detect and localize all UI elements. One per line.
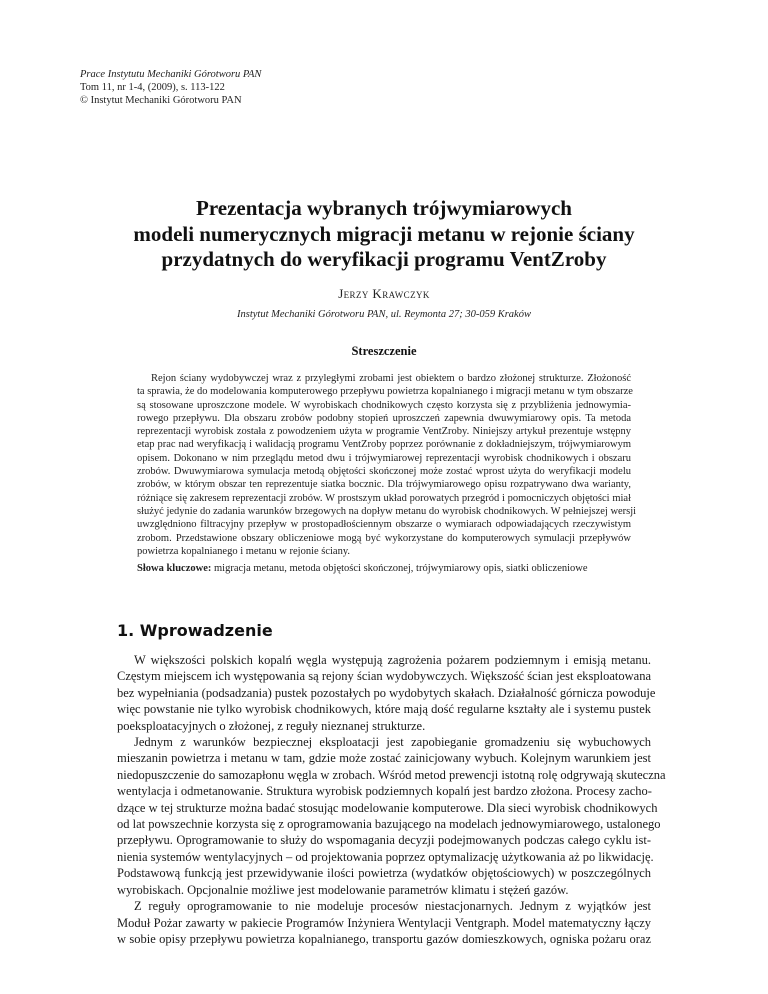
journal-volume: Tom 11, nr 1-4, (2009), s. 113-122 — [80, 82, 225, 93]
abstract-heading: Streszczenie — [351, 344, 417, 358]
abstract-line: uwzględniono filtracyjny przepływ w prostopadłościennym obszarze o wymiarach odpowiadających rzeczywistym — [137, 519, 631, 531]
keywords — [137, 563, 588, 574]
body-line: więc powstanie nie tylko wyrobisk chodnikowych, które mają dość regularne kształty ale i systemu pustek — [117, 702, 651, 717]
author-affiliation: Instytut Mechaniki Górotworu PAN, ul. Reymonta 27; 30-059 Kraków — [237, 309, 531, 320]
body-line: W większości polskich kopalń węgla występują zagrożenia pożarem podziemnym i emisją metanu. — [134, 653, 651, 667]
body-line: Jednym z warunków bezpiecznej eksploatacji jest zapobieganie gromadzeniu się wybuchowych — [134, 735, 651, 750]
title-line: modeli numerycznych migracji metanu w rejonie ściany — [133, 221, 635, 246]
abstract-line: są stosowane uproszczone modele. W wyrobiskach chodnikowych często korzysta się z przybliżenia jednowymia- — [137, 399, 631, 411]
body-line: poeksploatacyjnych o złożonej, z reguły nieznanej strukturze. — [117, 718, 426, 733]
abstract-body — [137, 372, 637, 558]
body-line: w sobie opisy przepływu powietrza kopalnianego, transportu gazów domieszkowych, ogniska pożaru oraz — [117, 931, 651, 946]
body-line: mieszanin powietrza i metanu w tam, gdzie może zostać zainicjowany wybuch. Kolejnym warunkiem jest — [117, 751, 651, 766]
author-name: Jerzy Krawczyk — [338, 286, 430, 301]
abstract-line: opisem. Dokonano w nim przeglądu metod dwu i trójwymiarowej reprezentacji wyrobisk chodnikowych i obszaru — [137, 452, 631, 464]
abstract-line: etap prac nad weryfikacją i walidacją programu VentZroby poprzez porównanie z dokładniejszym, trójwymiarowym — [137, 439, 631, 451]
keywords-label: Słowa kluczowe: — [137, 563, 212, 574]
abstract-line: służyć jedynie do zadania warunków brzegowych na dopływ metanu do wyrobisk chodnikowych. W pełniejszej wersji — [137, 505, 637, 517]
body-line: wentylacja i odmetanowanie. Struktura wyrobisk podziemnych kopalń jest bardzo złożona. Procesy zacho- — [117, 784, 652, 799]
title-line: Prezentacja wybranych trójwymiarowych — [196, 196, 572, 220]
abstract-line: różniące się zakresem reprezentacji zrobów. W prostszym układ porowatych przegród i pomocniczych objętości miał — [137, 492, 631, 504]
body-line: Podstawową funkcją jest przewidywanie ilości powietrza (wydatków objętościowych) w poszczególnych — [117, 866, 651, 881]
body-line: przepływu. Oprogramowanie to służy do wspomagania decyzji podejmowanych podczas całego cyklu ist- — [117, 833, 651, 848]
body-line: Moduł Pożar zawarty w pakiecie Programów Inżyniera Wentylacji Ventgraph. Model matematyczny łączy — [117, 915, 651, 930]
paper-title — [60, 196, 708, 273]
abstract-line: ta sprawia, że do modelowania komputerowego przepływu powietrza kopalnianego i migracji metanu w tym obszarze — [137, 386, 633, 398]
abstract-line: reprezentacji wyrobisk została z powodzeniem użyta w programie VentZroby. Niniejszy artykuł prezentuje wstępny — [137, 426, 631, 438]
body-line: wyrobiskach. Opcjonalnie możliwe jest modelowanie parametrów klimatu i stężeń gazów. — [117, 882, 569, 897]
abstract-line: Rejon ściany wydobywczej wraz z przyległymi zrobami jest obiektem o bardzo złożonej strukturze. Złożoność — [151, 373, 631, 384]
body-line: nienia systemów wentylacyjnych – od projektowania poprzez optymalizację użytkowania aż po likwidację. — [117, 849, 654, 864]
body-line: Z reguły oprogramowanie to nie modeluje procesów niestacjonarnych. Jednym z wyjątków jest — [134, 899, 651, 914]
journal-title: Prace Instytutu Mechaniki Górotworu PAN — [80, 69, 262, 80]
body-line: bez wypełniania (podsadzania) pustek pozostałych po wydobytych skałach. Działalność górnicza powoduje — [117, 685, 656, 700]
abstract-line: zrobów. Dwuwymiarowa symulacja metodą objętości skończonej może zostać wprost użyta do weryfikacji modelu — [137, 466, 631, 478]
section-heading: 1. Wprowadzenie — [117, 621, 273, 640]
body-line: od lat powszechnie korzysta się z oprogramowania bazującego na modelach jednowymiarowego, ustalonego — [117, 817, 661, 832]
section-body — [117, 652, 666, 947]
keywords-text: migracja metanu, metoda objętości skończonej, trójwymiarowy opis, siatki obliczeniowe — [211, 563, 588, 574]
body-line: Częstym miejscem ich występowania są rejony ścian wydobywczych. Większość ścian jest eksploatowana — [117, 669, 651, 684]
body-line: dzące w tej strukturze można badać stosując modelowanie komputerowe. Dla sieci wyrobisk chodnikowych — [117, 800, 658, 815]
journal-header — [80, 68, 261, 107]
journal-copyright: © Instytut Mechaniki Górotworu PAN — [80, 95, 242, 106]
abstract-line: powietrza kopalnianego i metanu w rejonie ściany. — [137, 545, 351, 557]
abstract-line: rowego przepływu. Dla obszaru zrobów podobny stopień uproszczeń zapewnia dwuwymiarowy opis. Ta metoda — [137, 412, 631, 424]
body-line: niedopuszczenie do samozapłonu węgla w zrobach. Wśród metod prewencji istotną rolę odgrywają skuteczna — [117, 767, 666, 782]
abstract-line: zrobom. Przedstawione obszary obliczeniowe mogą być wykorzystane do komputerowych symulacji przepływów — [137, 532, 631, 544]
abstract-line: zrobów, w którym obszar ten reprezentuje siatka bocznic. Dla trójwymiarowego opisu rozpatrywano dwa warianty, — [137, 479, 631, 491]
title-line: przydatnych do weryfikacji programu VentZroby — [161, 247, 607, 271]
